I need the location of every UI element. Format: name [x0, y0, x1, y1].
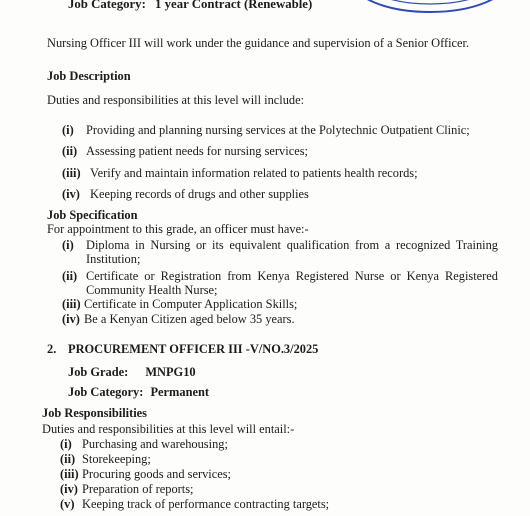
intro-text: Nursing Officer III will work under the guidance and supervision of a Senior Officer. — [47, 36, 470, 50]
job-category-line-1 — [68, 0, 312, 12]
job-responsibilities-lead: Duties and responsibilities at this level will entail:- — [42, 422, 295, 436]
job-category-value-2: Permanent — [150, 385, 209, 399]
job-category-label-1: Job Category: — [68, 0, 146, 11]
job-description-heading: Job Description — [47, 69, 131, 83]
list-item-text: Certificate or Registration from Kenya Registered Nurse or Kenya Registered Community Health Nurse; — [86, 269, 498, 297]
job-description-lead: Duties and responsibilities at this level will include: — [47, 93, 305, 107]
list-item: (iv) Be a Kenyan Citizen aged below 35 years. — [62, 312, 295, 326]
list-item: (ii) Assessing patient needs for nursing services; — [62, 144, 308, 158]
section-number: 2. — [47, 342, 57, 356]
list-item: (v) Keeping track of performance contracting targets; — [60, 497, 330, 511]
list-item: (iv) Keeping records of drugs and other supplies — [62, 187, 309, 201]
list-item: (iv) Preparation of reports; — [60, 482, 194, 496]
list-item: (iii) Verify and maintain information related to patients health records; — [62, 166, 418, 180]
section-title: PROCUREMENT OFFICER III -V/NO.3/2025 — [68, 342, 319, 356]
job-responsibilities-heading: Job Responsibilities — [42, 406, 147, 420]
list-item: (ii) Storekeeping; — [60, 452, 151, 466]
official-stamp — [350, 0, 510, 26]
list-item: (iii) Procuring goods and services; — [60, 467, 232, 481]
list-item: (i) Providing and planning nursing services at the Polytechnic Outpatient Clinic; — [62, 123, 470, 137]
job-specification-lead: For appointment to this grade, an officer must have:- — [47, 222, 309, 236]
job-grade-label: Job Grade: — [68, 365, 129, 379]
job-specification-heading: Job Specification — [47, 208, 138, 222]
job-grade-line — [68, 365, 196, 380]
list-item: (ii) — [62, 269, 78, 283]
job-category-line-2 — [68, 385, 209, 400]
job-category-label-2: Job Category: — [68, 385, 144, 399]
list-item: (iii) Certificate in Computer Application Skills; — [62, 297, 298, 311]
list-item: (i) — [62, 238, 74, 252]
job-grade-value: MNPG10 — [145, 365, 196, 379]
job-category-value-1: 1 year Contract (Renewable) — [155, 0, 313, 11]
list-item: (i) Purchasing and warehousing; — [60, 437, 228, 451]
list-item-text: Diploma in Nursing or its equivalent qualification from a recognized Training Institution; — [86, 238, 498, 266]
